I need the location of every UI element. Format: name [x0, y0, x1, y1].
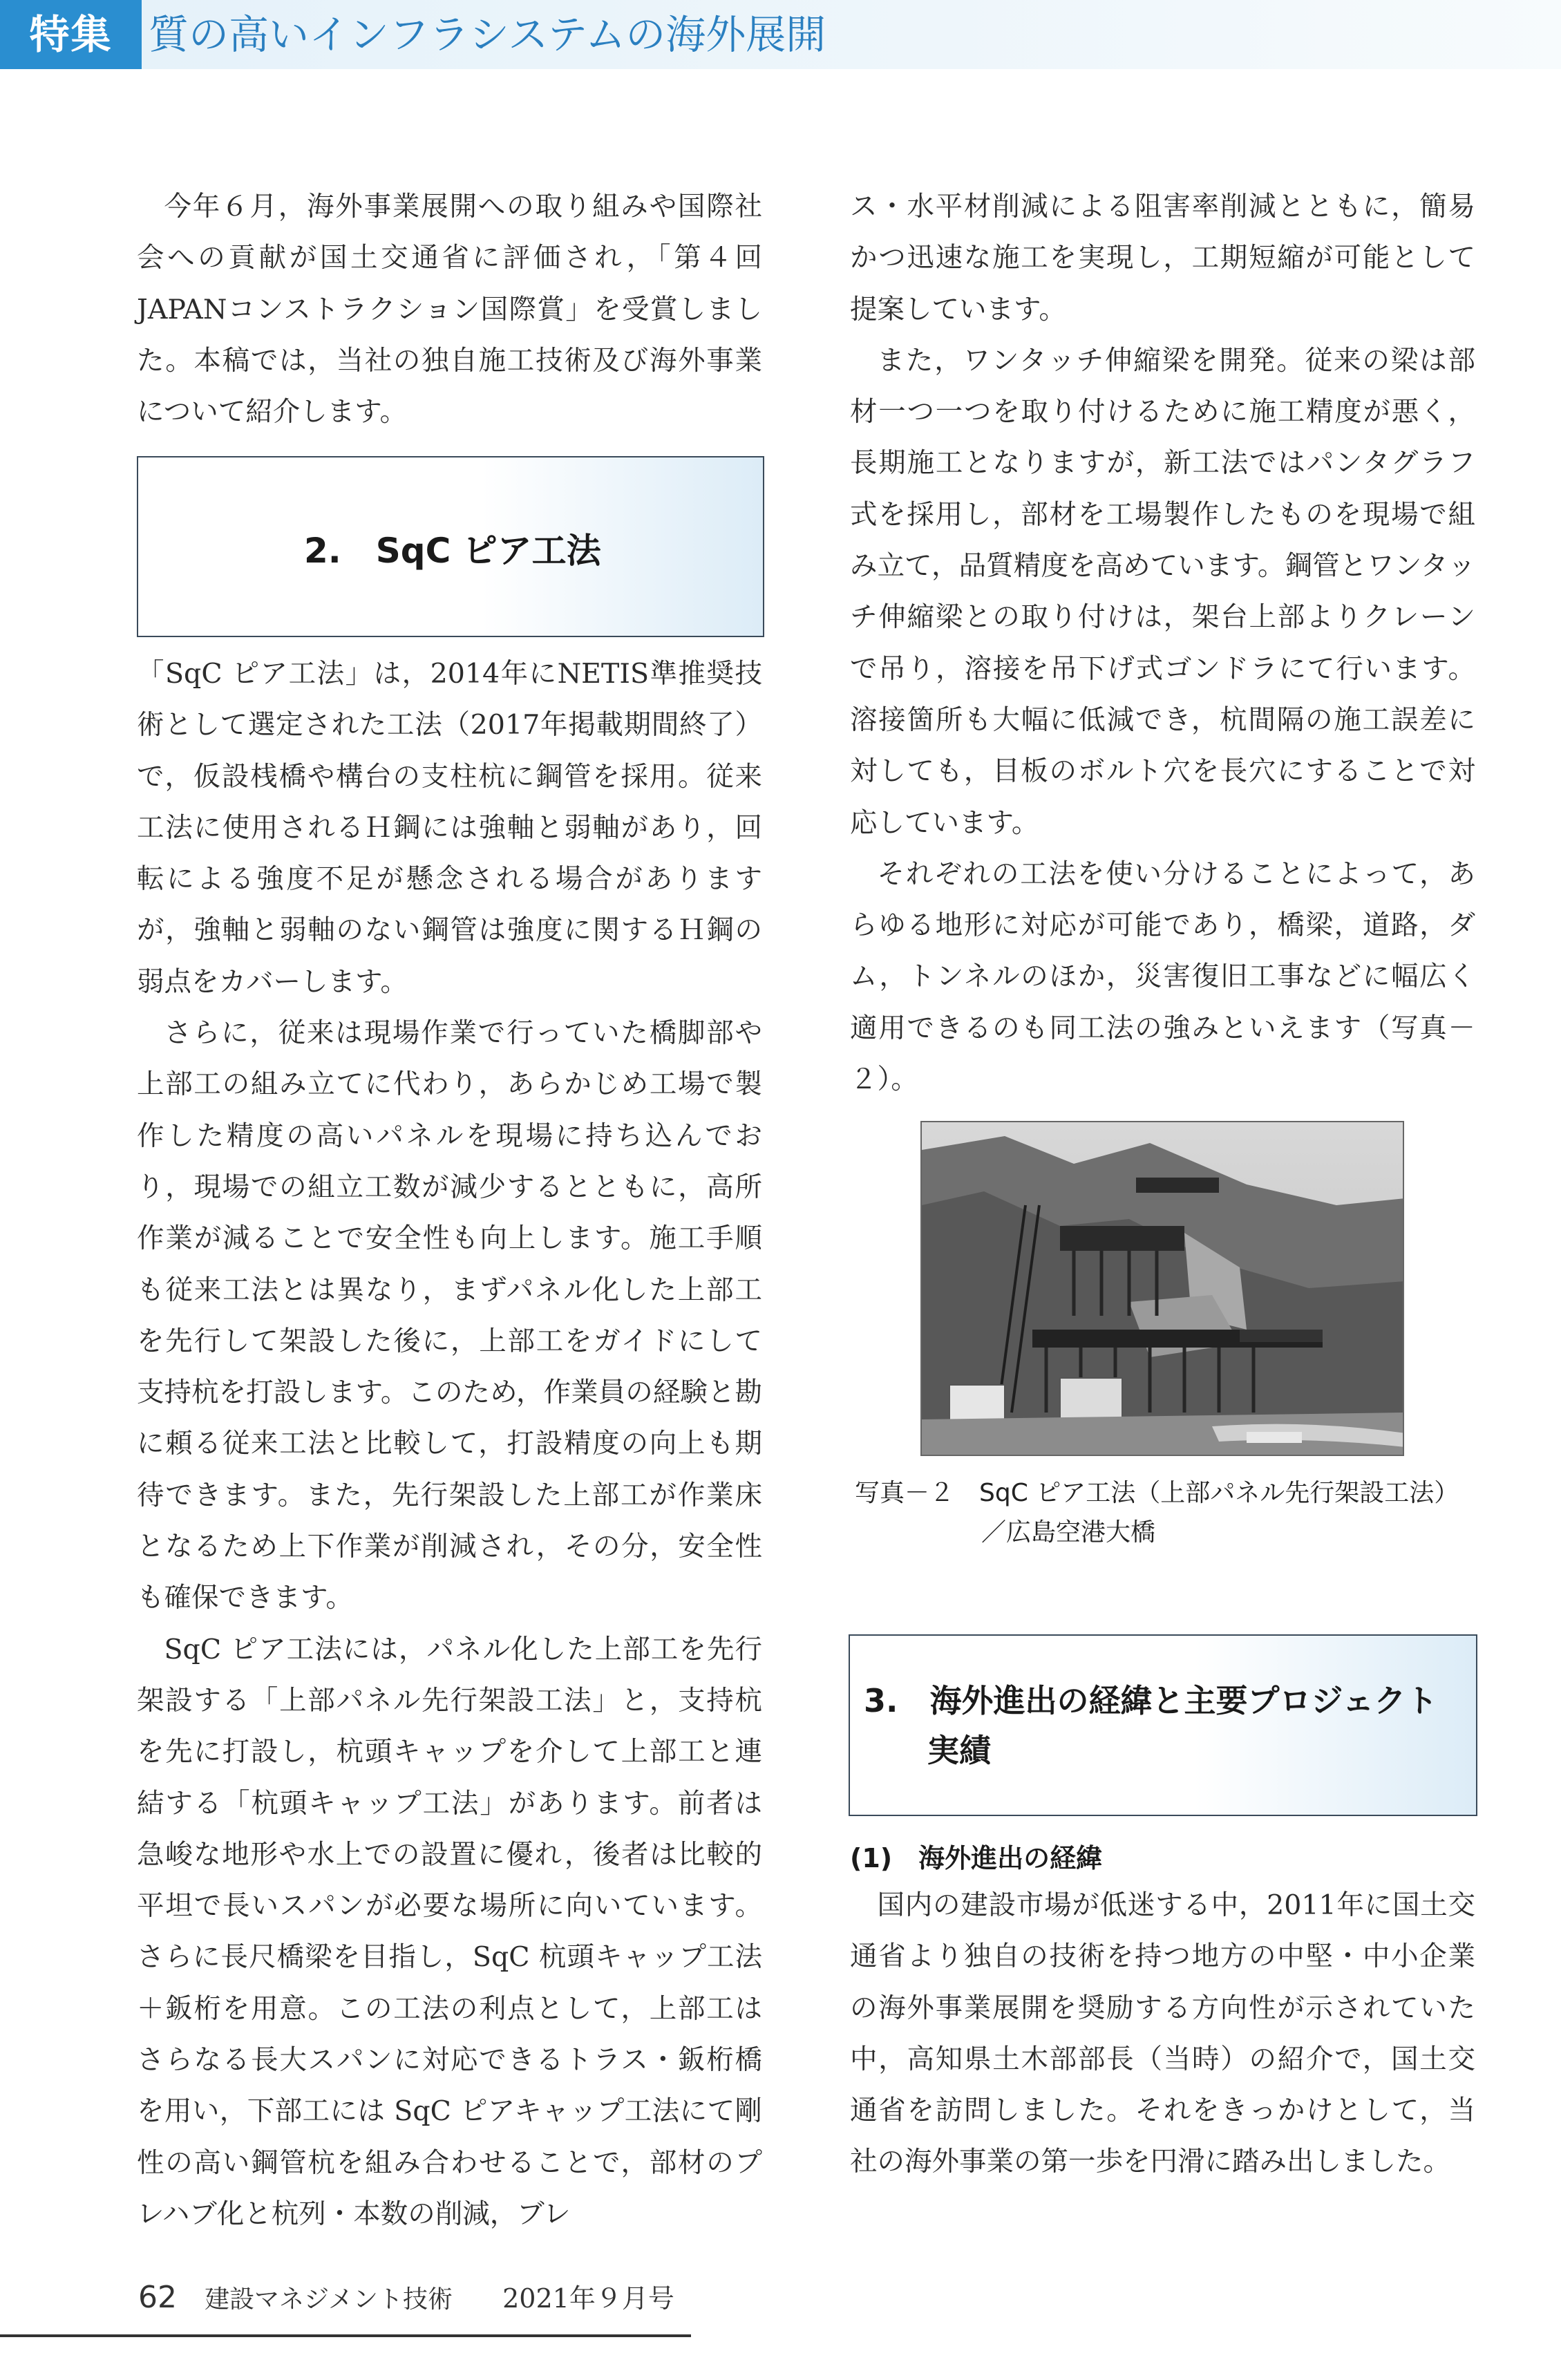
photo-caption-line2: ／広島空港大橋 [981, 1518, 1156, 1547]
section2-heading: 2. SqC ピア工法 [304, 531, 601, 571]
page-footer [138, 2277, 674, 2315]
right-paragraph-2: また，ワンタッチ伸縮梁を開発。従来の梁は部材一つ一つを取り付けるために施工精度が悪く，長期施工となりますが，新工法ではパンタグラフ式を採用し，部材を工場製作したものを現場で組み立て，品質精度を高めています。鋼管とワンタッチ伸縮梁との取り付けは，架台上部よりクレーンで吊り，溶接を吊下げ式ゴンドラにて行います。溶接箇所も大幅に低減でき，杭間隔の施工誤差に対しても，目板のボルト穴を長穴にすることで対応しています。 [850, 344, 1476, 839]
section3-paragraph: 国内の建設市場が低迷する中，2011年に国土交通省より独自の技術を持つ地方の中堅・中小企業の海外事業展開を奨励する方向性が示されていた中，高知県土木部部長（当時）の紹介で，国土交通省を訪問しました。それをきっかけとして，当社の海外事業の第一歩を円滑に踏み出しました。 [850, 1889, 1475, 2178]
right-column [850, 181, 1475, 1105]
feature-title: 質の高いインフラシステムの海外展開 [149, 11, 826, 58]
section2-heading-box [137, 456, 764, 637]
intro-paragraph: 今年６月，海外事業展開への取り組みや国際社会への貢献が国土交通省に評価され，「第４回JAPANコンストラクション国際賞」を受賞しました。本稿では，当社の独自施工技術及び海外事業について紹介します。 [137, 191, 762, 428]
magazine-name: 建設マネジメント技術 [205, 2285, 453, 2314]
section3-heading-line2: 実績 [927, 1732, 991, 1769]
issue-date: 2021年９月号 [502, 2283, 674, 2314]
body-paragraph-1: 「SqC ピア工法」は，2014年にNETIS準推奨技術として選定された工法（2017年掲載期間終了）で，仮設桟橋や構台の支柱杭に鋼管を採用。従来工法に使用されるＨ鋼には強軸と弱軸があり，回転による強度不足が懸念される場合がありますが，強軸と弱軸のない鋼管は強度に関するＨ鋼の弱点をカバーします。 [137, 658, 763, 998]
subsection-heading: (1) 海外進出の経緯 [850, 1843, 1103, 1873]
page-number: 62 [138, 2280, 177, 2315]
bridge-construction-photo [920, 1121, 1404, 1456]
left-column-body [137, 648, 762, 2240]
section3-body [850, 1880, 1475, 2188]
feature-tag: 特集 [0, 0, 142, 69]
photo-caption-line1: 写真－２ SqC ピア工法（上部パネル先行架設工法） [855, 1479, 1459, 1507]
photo-illustration [922, 1122, 1404, 1456]
right-paragraph-1: ス・水平材削減による阻害率削減とともに，簡易かつ迅速な施工を実現し，工期短縮が可能として提案しています。 [850, 191, 1475, 325]
section3-heading-line1: 3. 海外進出の経緯と主要プロジェクト [864, 1682, 1438, 1719]
body-paragraph-2: さらに，従来は現場作業で行っていた橋脚部や上部工の組み立てに代わり，あらかじめ工場で製作した精度の高いパネルを現場に持ち込んでおり，現場での組立工数が減少するとともに，高所作業が減ることで安全性も向上します。施工手順も従来工法とは異なり，まずパネル化した上部工を先行して架設した後に，上部工をガイドにして支持杭を打設します。このため，作業員の経験と勘に頼る従来工法と比較して，打設精度の向上も期待できます。また，先行架設した上部工が作業床となるため上下作業が削減され，その分，安全性も確保できます。 [137, 1017, 763, 1614]
right-paragraph-3: それぞれの工法を使い分けることによって，あらゆる地形に対応が可能であり，橋梁，道路，ダム，トンネルのほか，災害復旧工事などに幅広く適用できるのも同工法の強みといえます（写真－２）。 [850, 858, 1476, 1096]
section3-heading-box [849, 1634, 1477, 1816]
page-header [0, 0, 1561, 69]
body-paragraph-3: SqC ピア工法には，パネル化した上部工を先行架設する「上部パネル先行架設工法」と，支持杭を先に打設し，杭頭キャップを介して上部工と連結する「杭頭キャップ工法」があります。前者は急峻な地形や水上での設置に優れ，後者は比較的平坦で長いスパンが必要な場所に向いています。さらに長尺橋梁を目指し，SqC 杭頭キャップ工法＋鈑桁を用意。この工法の利点として，上部工はさらなる長大スパンに対応できるトラス・鈑桁橋を用い，下部工には SqC ピアキャップ工法にて剛性の高い鋼管杭を組み合わせることで，部材のプレハブ化と杭列・本数の削減，ブレ [137, 1633, 762, 2230]
footer-rule [0, 2334, 691, 2337]
left-column [137, 181, 762, 437]
